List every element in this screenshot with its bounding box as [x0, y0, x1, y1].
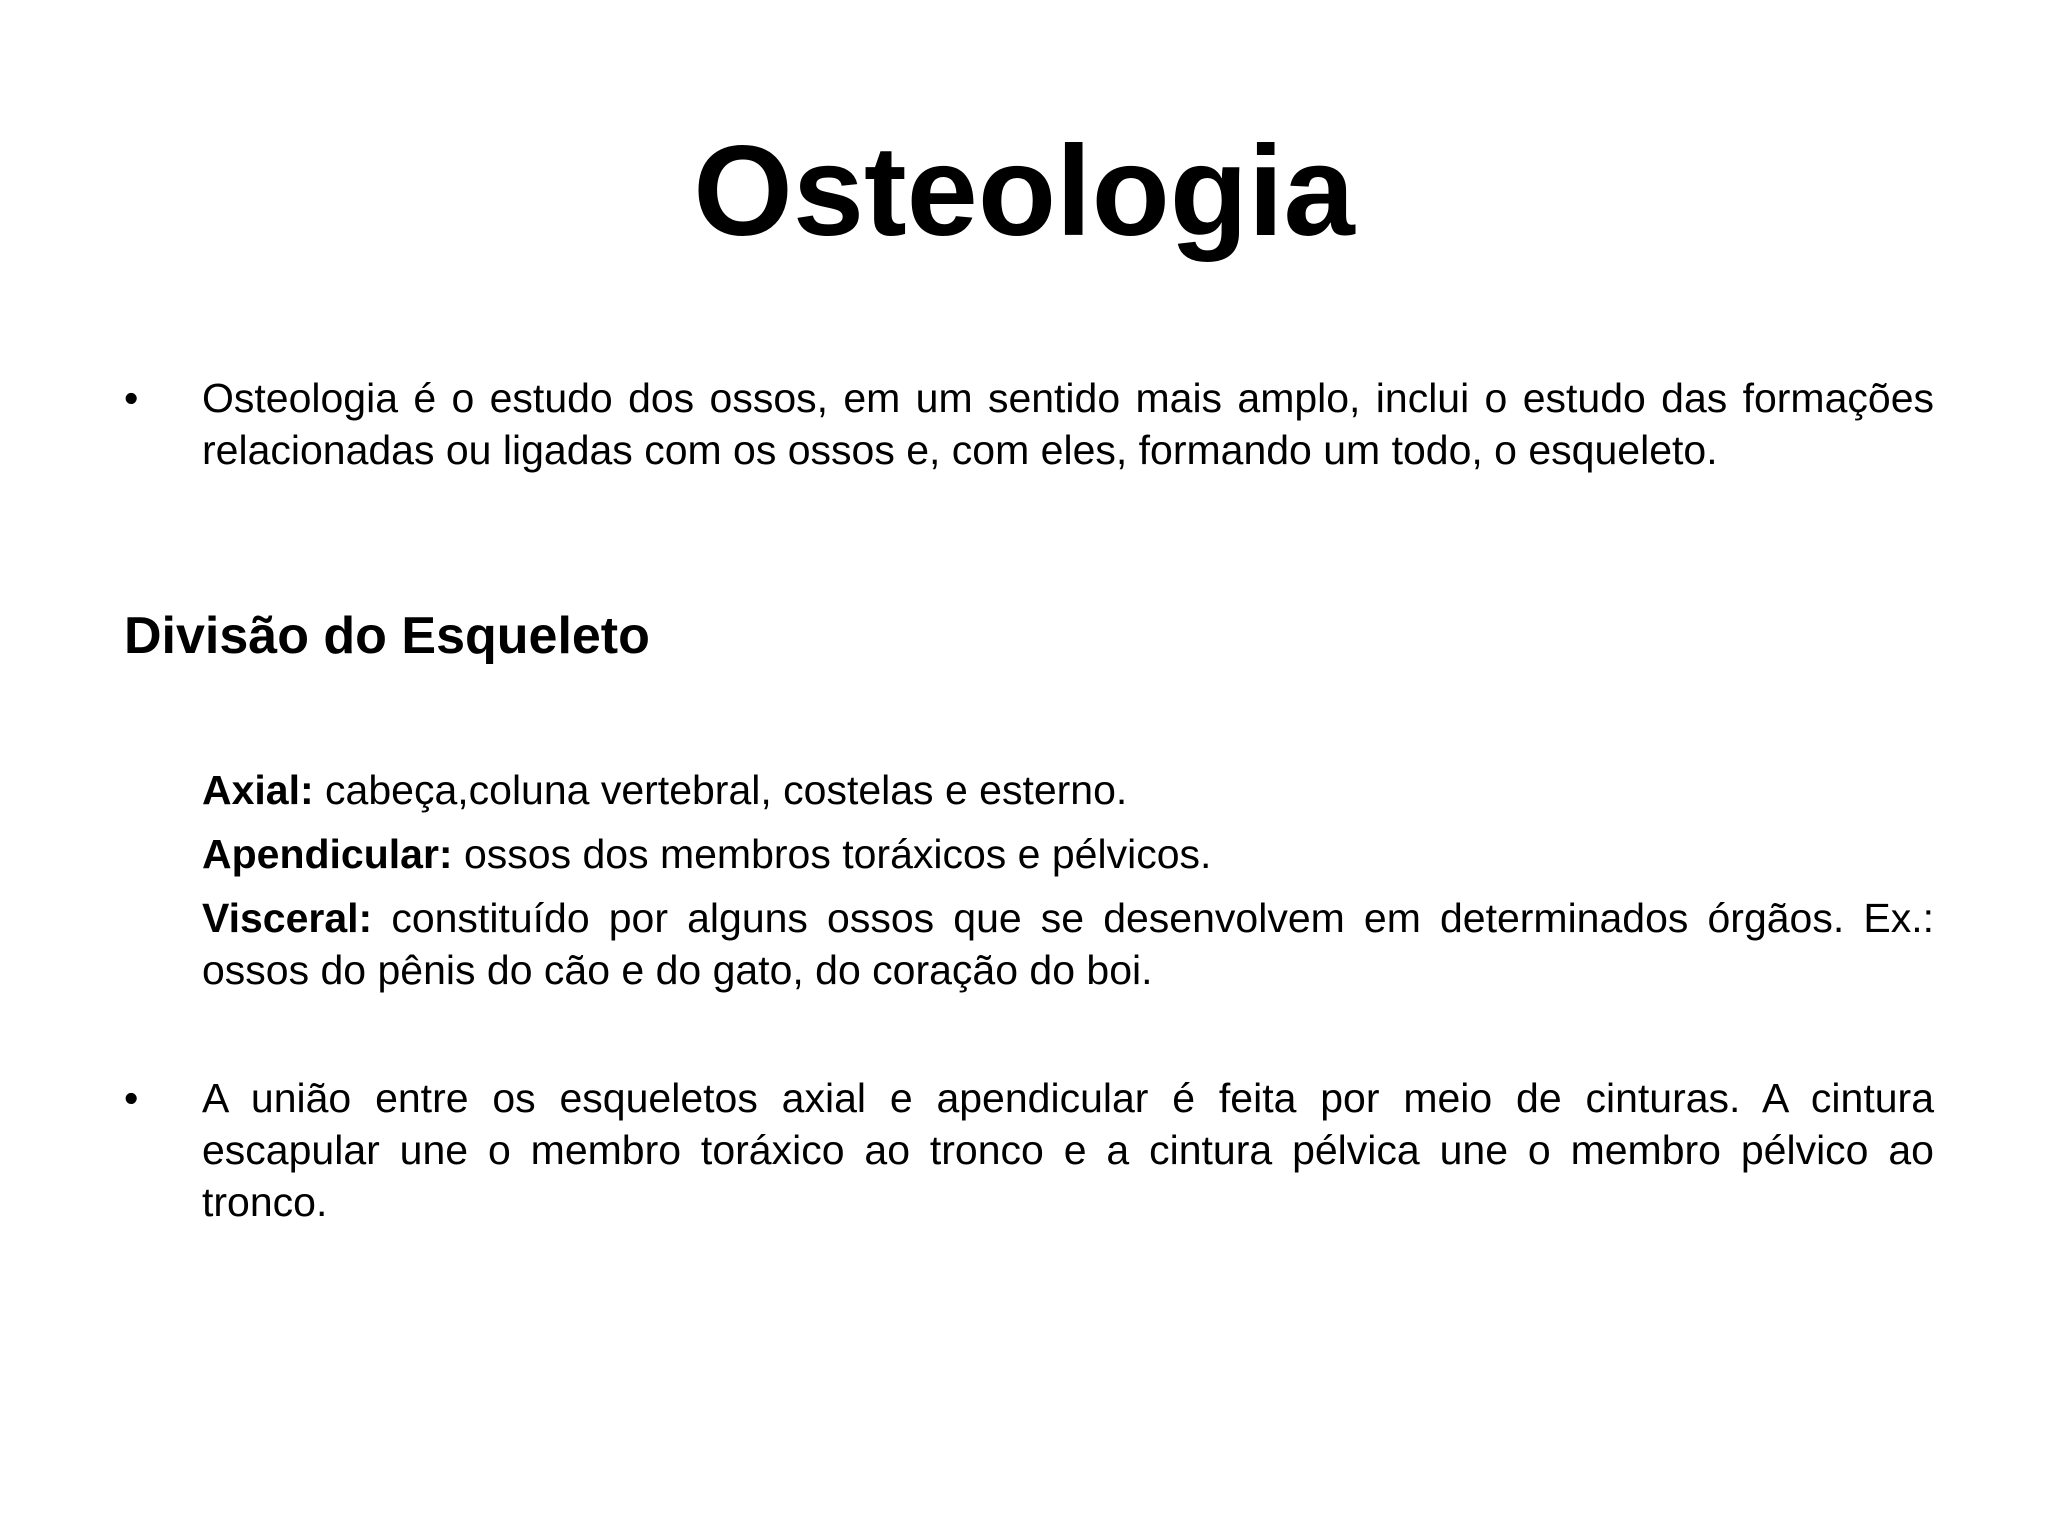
division-term: Visceral: — [202, 895, 373, 941]
division-item-axial — [202, 764, 1934, 816]
division-description: constituído por alguns ossos que se desenvolvem em determinados órgãos. Ex.: ossos do pênis do cão e do gato, do coração do boi. — [202, 895, 1934, 993]
bullet-marker: • — [124, 375, 139, 421]
section-heading: Divisão do Esqueleto — [124, 607, 650, 665]
division-item-visceral — [202, 892, 1934, 996]
bullet-marker: • — [124, 1075, 139, 1121]
bullet-item — [124, 372, 1934, 476]
division-term: Axial: — [202, 767, 314, 813]
bullet-text: A união entre os esqueletos axial e apendicular é feita por meio de cinturas. A cintura escapular une o membro toráxico ao tronco e a cintura pélvica une o membro pélvico ao tronco. — [202, 1075, 1934, 1225]
slide-title: Osteologia — [693, 120, 1355, 263]
division-item-apendicular — [202, 828, 1934, 880]
division-term: Apendicular: — [202, 831, 453, 877]
bullet-item — [124, 1072, 1934, 1228]
division-description: ossos dos membros toráxicos e pélvicos. — [452, 831, 1212, 877]
division-list — [202, 764, 1934, 1008]
bullet-text: Osteologia é o estudo dos ossos, em um sentido mais amplo, inclui o estudo das formações relacionadas ou ligadas com os ossos e, com eles, formando um todo, o esqueleto. — [202, 375, 1934, 473]
division-description: cabeça,coluna vertebral, costelas e esterno. — [313, 767, 1128, 813]
